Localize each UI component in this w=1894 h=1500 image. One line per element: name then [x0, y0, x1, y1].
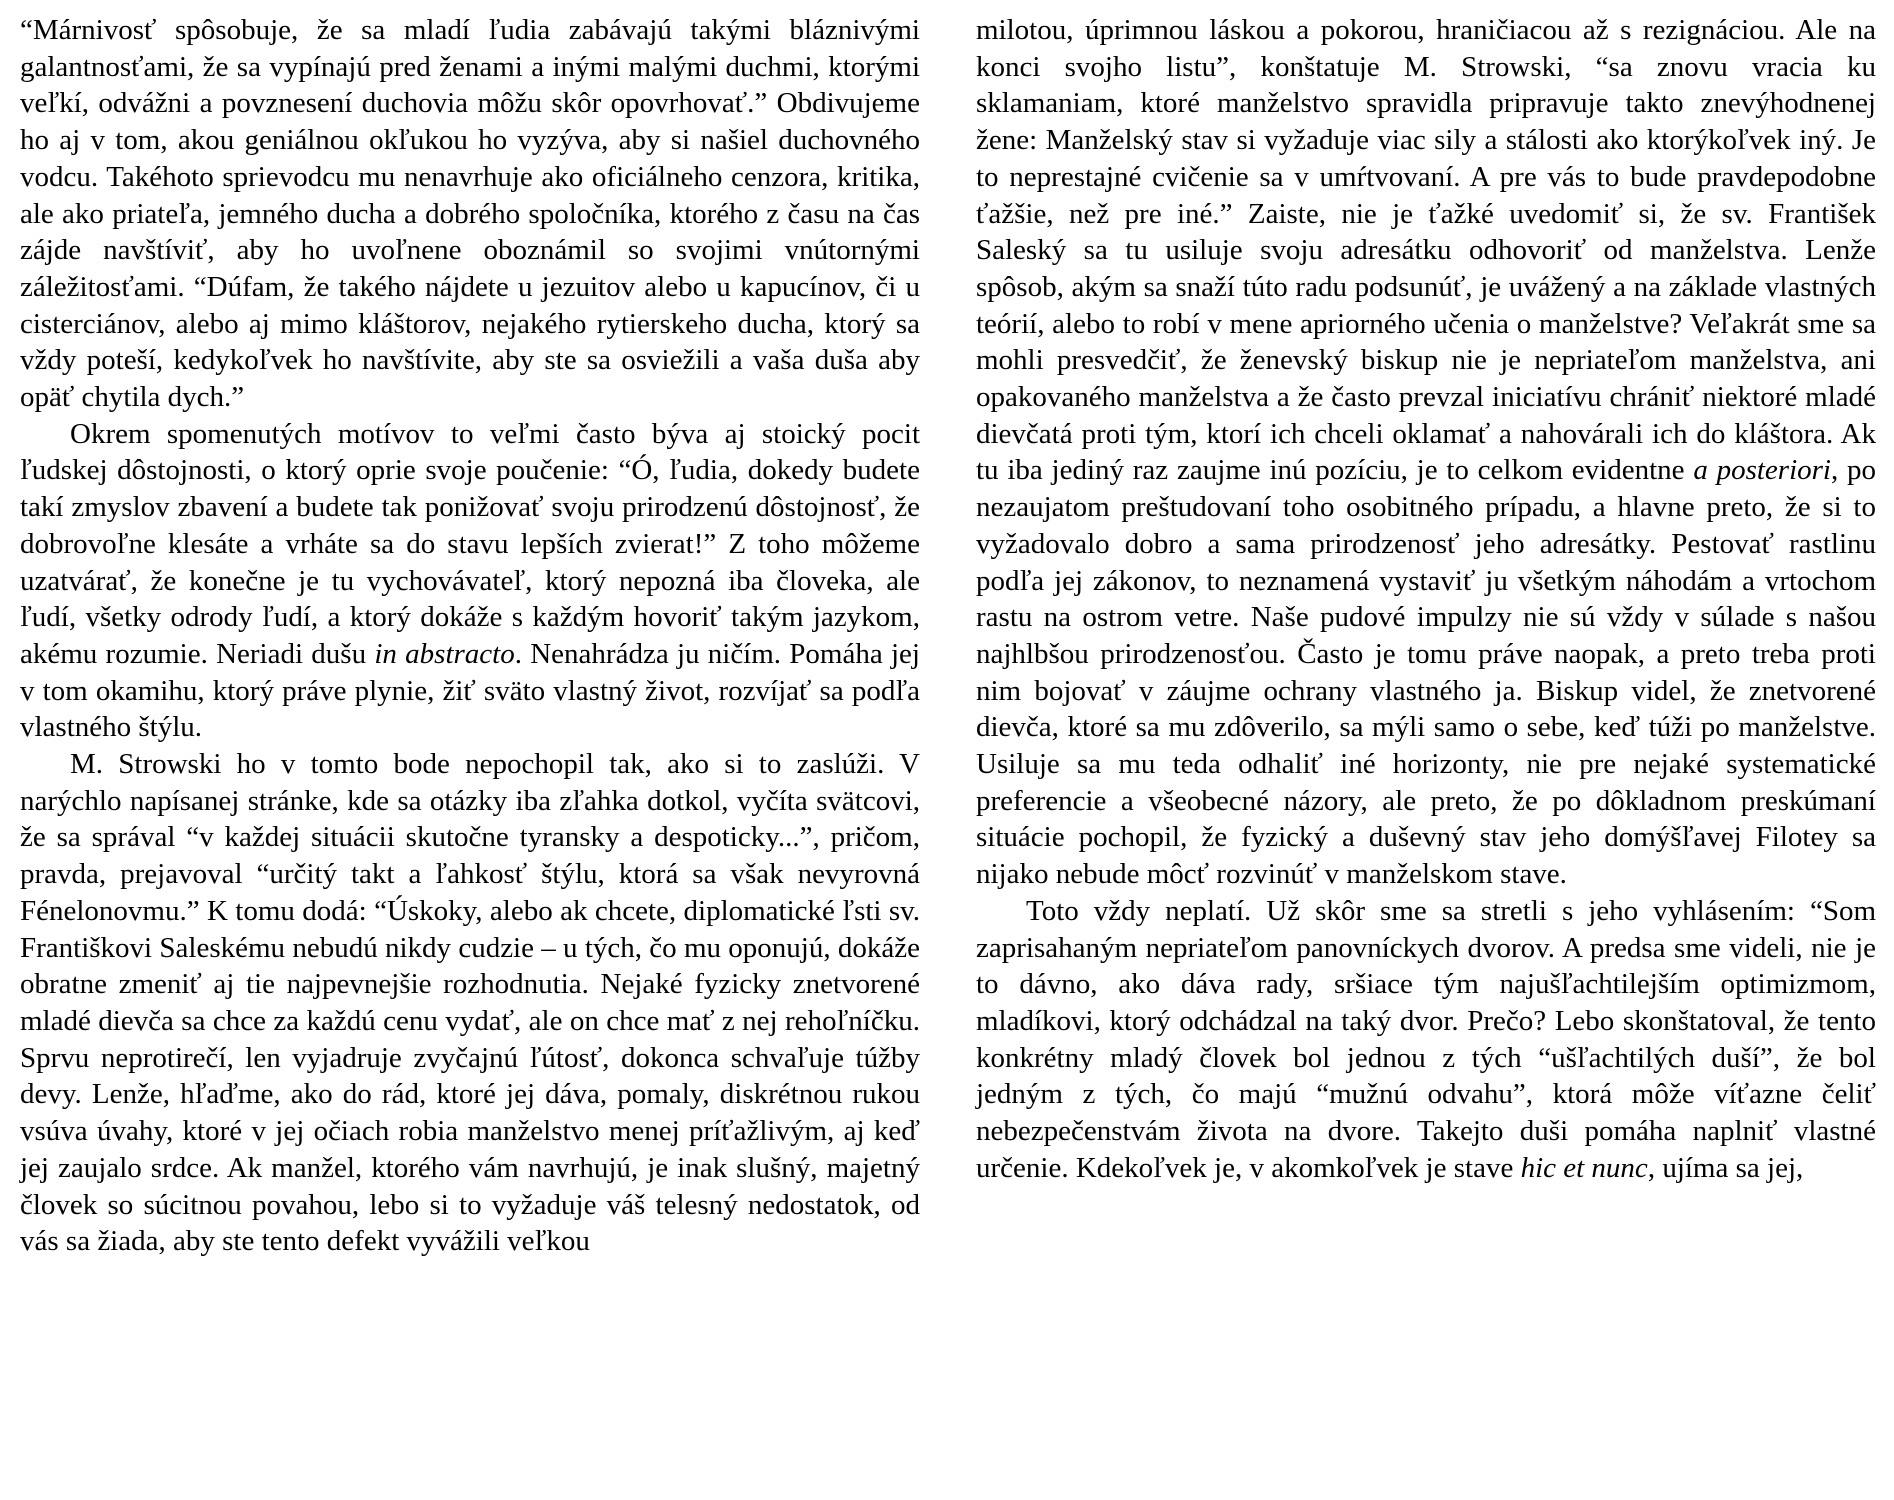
text-run: Okrem spomenutých motívov to veľmi často býva aj stoický pocit ľudskej dôstojnosti, o ktorý oprie svoje poučenie: “Ó, ľudia, dokedy budete takí zmyslov zbavení a budete tak ponižovať svoju prirodzenú dôstojnosť, že dobrovoľne klesáte a vrháte sa do stavu lepších zvierat!” Z toho môžeme uzatvárať, že konečne je tu vychovávateľ, ktorý nepozná iba človeka, ale ľudí, všetky odrody ľudí, a ktorý dokáže s každým hovoriť takým jazykom, akému rozumie. Neriadi dušu — [20, 417, 920, 670]
text-run: “Márnivosť spôsobuje, že sa mladí ľudia zabávajú takými bláznivými galantnosťami, že sa vypínajú pred ženami a inými malými duchmi, ktorými veľkí, odvážni a povznesení duchovia môžu skôr opovrhovať.” Obdivujeme ho aj v tom, akou geniálnou okľukou ho vyzýva, aby si našiel duchovného vodcu. Takéhoto sprievodcu mu nenavrhuje ako oficiálneho cenzora, kritika, ale ako priateľa, jemného ducha a dobrého spoločníka, ktorého z času na čas zájde navštíviť, aby ho uvoľnene oboznámil so svojimi vnútornými záležitosťami. “Dúfam, že takého nájdete u jezuitov alebo u kapucínov, či u cisterciánov, alebo aj mimo kláštorov, nejakého rytierskeho ducha, ktorý sa vždy poteší, kedykoľvek ho navštívite, aby ste sa osviežili a vaša duša aby opäť chytila dych.” — [20, 14, 920, 414]
text-run: M. Strowski ho v tomto bode nepochopil tak, ako si to zaslúži. V narýchlo napísanej stránke, kde sa otázky iba zľahka dotkol, vyčíta svätcovi, že sa správal “v každej situácii skutočne tyransky a despoticky...”, pričom, pravda, prejavoval “určitý takt a ľahkosť štýlu, ktorá sa však nevyrovná Fénelonovmu.” K tomu dodá: “Úskoky, alebo ak chcete, diplomatické ľsti sv. Františkovi Saleskému nebudú nikdy cudzie – u tých, čo mu oponujú, dokáže obratne zmeniť aj tie najpevnejšie rozhodnutia. Nejaké fyzicky znetvorené mladé dievča sa chce za každú cenu vydať, ale on chce mať z nej rehoľníčku. Sprvu neprotirečí, len vyjadruje zvyčajnú ľútosť, dokonca schvaľuje túžby devy. Lenže, hľaďme, ako do rád, ktoré jej dáva, pomaly, diskrétnou rukou vsúva úvahy, ktoré v jej očiach robia manželstvo menej príťažlivým, aj keď jej zaujalo srdce. Ak manžel, ktorého vám navrhujú, je inak slušný, majetný človek so súcitnou povahou, lebo si to vyžaduje váš telesný nedostatok, od vás sa žiada, aby ste tento defekt vyvážili veľkou — [20, 748, 920, 1258]
italic-phrase: a posteriori — [1693, 454, 1831, 487]
text-column-right — [976, 12, 1876, 1500]
paragraph — [20, 12, 920, 416]
italic-phrase: hic et nunc — [1520, 1151, 1648, 1184]
paragraph — [20, 746, 920, 1260]
text-run: Toto vždy neplatí. Už skôr sme sa stretli s jeho vyhlásením: “Som zaprisahaným nepriateľom panovníckych dvorov. A predsa sme videli, nie je to dávno, ako dáva rady, sršiace tým najušľachtilejším optimizmom, mladíkovi, ktorý odchádzal na taký dvor. Prečo? Lebo skonštatoval, že tento konkrétny mladý človek bol jednou z tých “ušľachtilých duší”, že bol jedným z tých, čo majú “mužnú odvahu”, ktorá môže víťazne čeliť nebezpečenstvám života na dvore. Takejto duši pomáha naplniť vlastné určenie. Kdekoľvek je, v akomkoľvek je stave — [976, 894, 1876, 1184]
text-run: milotou, úprimnou láskou a pokorou, hraničiacou až s rezignáciou. Ale na konci svojho listu”, konštatuje M. Strowski, “sa znovu vracia ku sklamaniam, ktoré manželstvo spravidla pripravuje takto znevýhodnenej žene: Manželský stav si vyžaduje viac sily a stálosti ako ktorýkoľvek iný. Je to neprestajné cvičenie sa v umŕtvovaní. A pre vás to bude pravdepodobne ťažšie, než pre iné.” Zaiste, nie je ťažké uvedomiť si, že sv. František Saleský sa tu usiluje svoju adresátku odhovoriť od manželstva. Lenže spôsob, akým sa snaží túto radu podsunúť, je uvážený a na základe vlastných teórií, alebo to robí v mene apriorného učenia o manželstve? Veľakrát sme sa mohli presvedčiť, že ženevský biskup nie je nepriateľom manželstva, ani opakovaného manželstva a že často prevzal iniciatívu chrániť niektoré mladé dievčatá proti tým, ktorí ich chceli oklamať a nahovárali ich do kláštora. Ak tu iba jediný raz zaujme inú pozíciu, je to celkom evidentne — [976, 14, 1876, 487]
text-run: , ujíma sa jej, — [1647, 1151, 1804, 1184]
text-run: , po nezaujatom preštudovaní toho osobitného prípadu, a hlavne preto, že si to vyžadovalo dobro a sama prirodzenosť jeho adresátky. Pestovať rastlinu podľa jej zákonov, to neznamená vystaviť ju všetkým náhodám a vrtochom rastu na ostrom vetre. Naše pudové impulzy nie sú vždy v súlade s našou najhlbšou prirodzenosťou. Často je tomu práve naopak, a preto treba proti nim bojovať v záujme ochrany vlastného ja. Biskup videl, že znetvorené dievča, ktoré sa mu zdôverilo, sa mýli samo o sebe, keď túži po manželstve. Usiluje sa mu teda odhaliť iné horizonty, nie pre nejaké systematické preferencie a všeobecné názory, ale preto, že po dôkladnom preskúmaní situácie pochopil, že fyzický a duševný stav jeho domýšľavej Filotey sa nijako nebude môcť rozvinúť v manželskom stave. — [976, 454, 1877, 891]
text-run: . Nenahrádza ju ničím. Pomáha jej v tom okamihu, ktorý práve plynie, žiť sväto vlastný život, rozvíjať sa podľa vlastného štýlu. — [20, 637, 920, 744]
italic-phrase: in abstracto — [374, 637, 515, 670]
text-column-left — [20, 12, 920, 1500]
paragraph — [976, 893, 1876, 1187]
paragraph — [20, 416, 920, 746]
paragraph — [976, 12, 1876, 893]
